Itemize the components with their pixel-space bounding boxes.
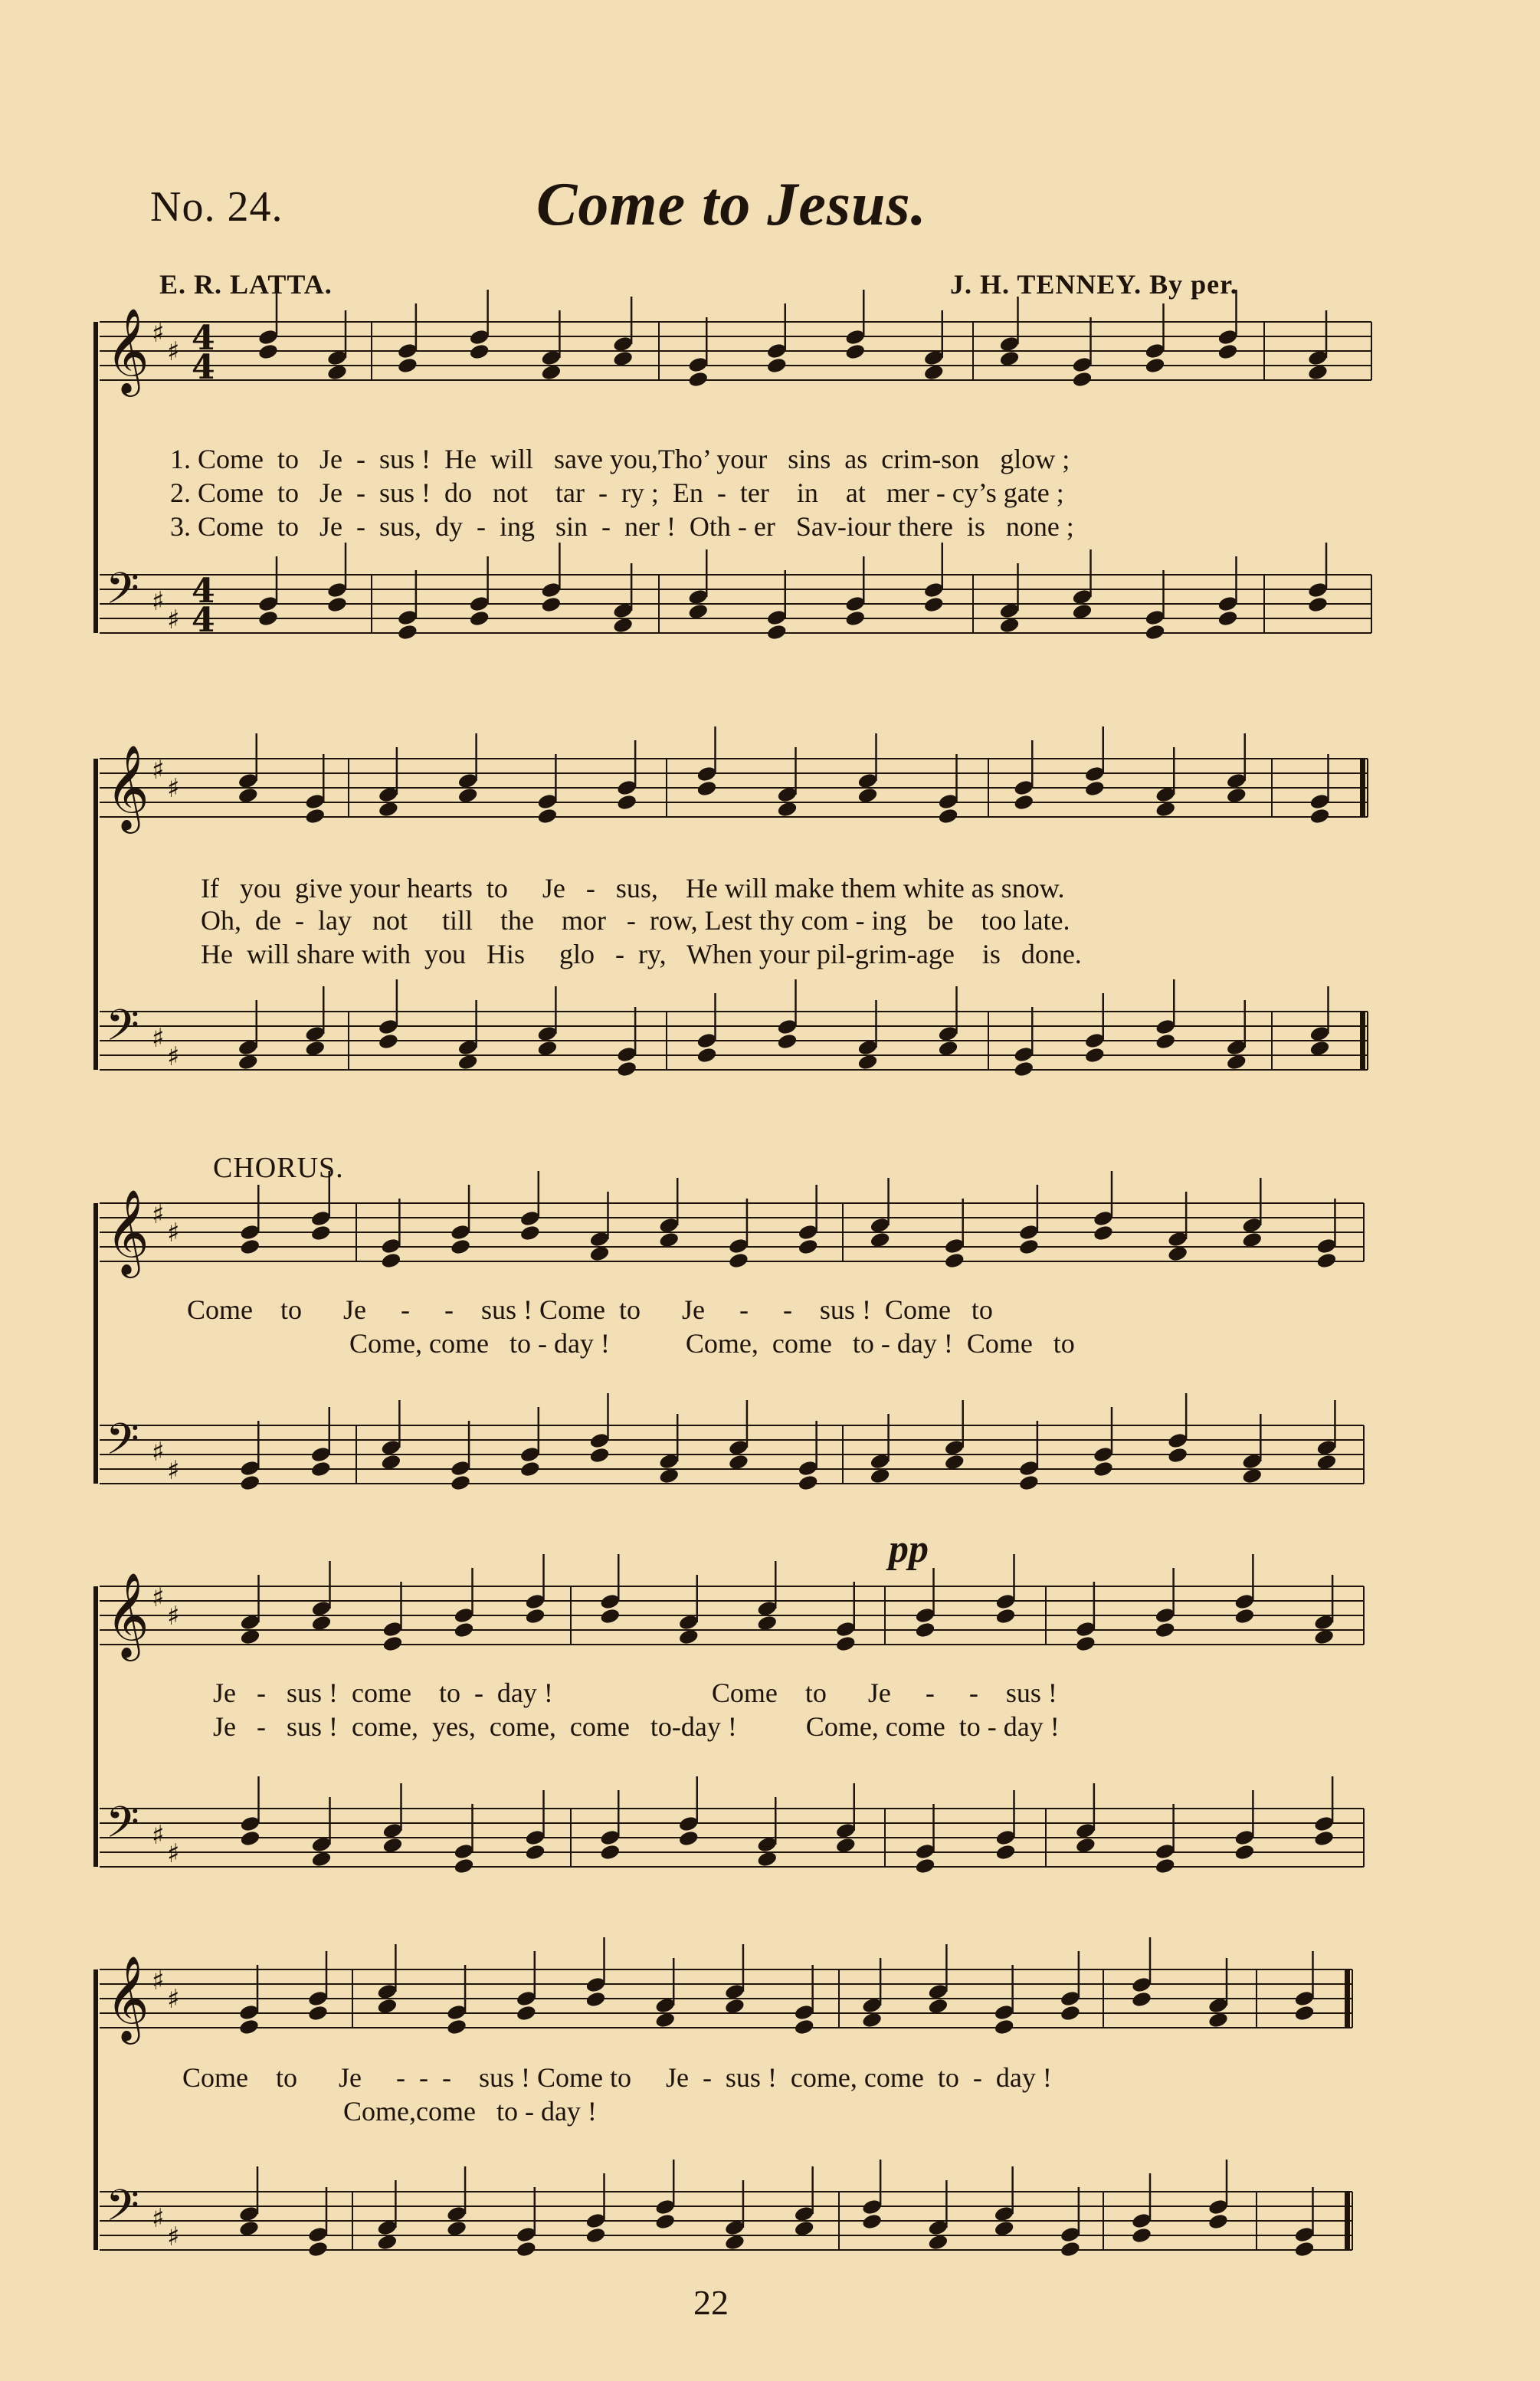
staff-engraving: [93, 1937, 1352, 2258]
svg-text:♯: ♯: [152, 1966, 165, 1996]
svg-text:♯: ♯: [167, 773, 180, 804]
music-system-5: [0, 1939, 1540, 2268]
svg-text:𝄞: 𝄞: [106, 307, 149, 393]
svg-text:𝄢: 𝄢: [106, 564, 139, 625]
chorus-label: CHORUS.: [213, 1152, 344, 1184]
svg-text:♯: ♯: [152, 318, 165, 349]
lyric-line-1-3: 3. Come to Je - sus, dy - ing sin - ner ! Oth - er Sav-iour there is none ;: [170, 511, 1074, 542]
svg-text:♯: ♯: [167, 336, 180, 367]
svg-text:𝄞: 𝄞: [106, 744, 149, 830]
svg-text:♯: ♯: [152, 2203, 165, 2234]
lyric-line-2-3: He will share with you His glo - ry, When your pil-grim-age is done.: [201, 939, 1082, 969]
svg-text:𝄢: 𝄢: [106, 1415, 139, 1475]
lyric-line-2-1: If you give your hearts to Je - sus, He will make them white as snow.: [201, 873, 1065, 904]
lyricist-credit: E. R. LATTA.: [159, 269, 333, 300]
lyric-line-1-2: 2. Come to Je - sus ! do not tar - ry ; En - ter in at mer - cy’s gate ;: [170, 477, 1064, 508]
svg-text:♯: ♯: [152, 755, 165, 785]
svg-text:♯: ♯: [167, 1218, 180, 1248]
svg-text:𝄢: 𝄢: [106, 2181, 139, 2242]
svg-text:♯: ♯: [152, 1582, 165, 1613]
svg-text:♯: ♯: [167, 1984, 180, 2015]
svg-text:𝄢: 𝄢: [106, 1001, 139, 1061]
svg-text:𝄢: 𝄢: [106, 1798, 139, 1858]
svg-text:♯: ♯: [167, 2222, 180, 2252]
svg-text:♯: ♯: [152, 1437, 165, 1468]
svg-text:♯: ♯: [167, 1455, 180, 1486]
page-number: 22: [693, 2283, 729, 2322]
svg-text:4: 4: [192, 572, 215, 611]
hymn-title: Come to Jesus.: [536, 171, 927, 238]
svg-text:♯: ♯: [152, 1023, 165, 1054]
svg-text:4: 4: [192, 319, 215, 358]
svg-text:𝄞: 𝄞: [106, 1955, 149, 2041]
lyric-line-2-2: Oh, de - lay not till the mor - row, Lest thy com - ing be too late.: [201, 905, 1070, 936]
hymn-number: No. 24.: [150, 183, 283, 231]
lyric-line-5-1: Come to Je - - - sus ! Come to Je - sus ! come, come to - day !: [182, 2062, 1052, 2093]
lyric-line-5-2: Come,come to - day !: [343, 2096, 597, 2127]
svg-text:♯: ♯: [152, 586, 165, 617]
svg-text:4: 4: [192, 601, 215, 640]
lyric-line-1-1: 1. Come to Je - sus ! He will save you,Tho’ your sins as crim-son glow ;: [170, 444, 1070, 474]
svg-text:♯: ♯: [167, 605, 180, 635]
svg-text:♯: ♯: [167, 1601, 180, 1632]
dynamic-marking: pp: [889, 1527, 929, 1571]
svg-text:♯: ♯: [152, 1820, 165, 1851]
lyric-line-4-2: Je - sus ! come, yes, come, come to-day ! Come, come to - day !: [213, 1711, 1060, 1742]
composer-credit: J. H. TENNEY. By per.: [950, 269, 1238, 300]
svg-text:♯: ♯: [167, 1838, 180, 1869]
lyric-line-3-2: Come, come to - day ! Come, come to - day ! Come to: [349, 1328, 1075, 1359]
svg-text:𝄞: 𝄞: [106, 1189, 149, 1274]
svg-text:4: 4: [192, 348, 215, 387]
lyric-line-3-1: Come to Je - - sus ! Come to Je - - sus ! Come to: [187, 1294, 993, 1325]
svg-text:𝄞: 𝄞: [106, 1572, 149, 1658]
lyric-line-4-1: Je - sus ! come to - day ! Come to Je - - sus !: [213, 1678, 1057, 1708]
svg-text:♯: ♯: [167, 1041, 180, 1072]
svg-text:♯: ♯: [152, 1199, 165, 1230]
